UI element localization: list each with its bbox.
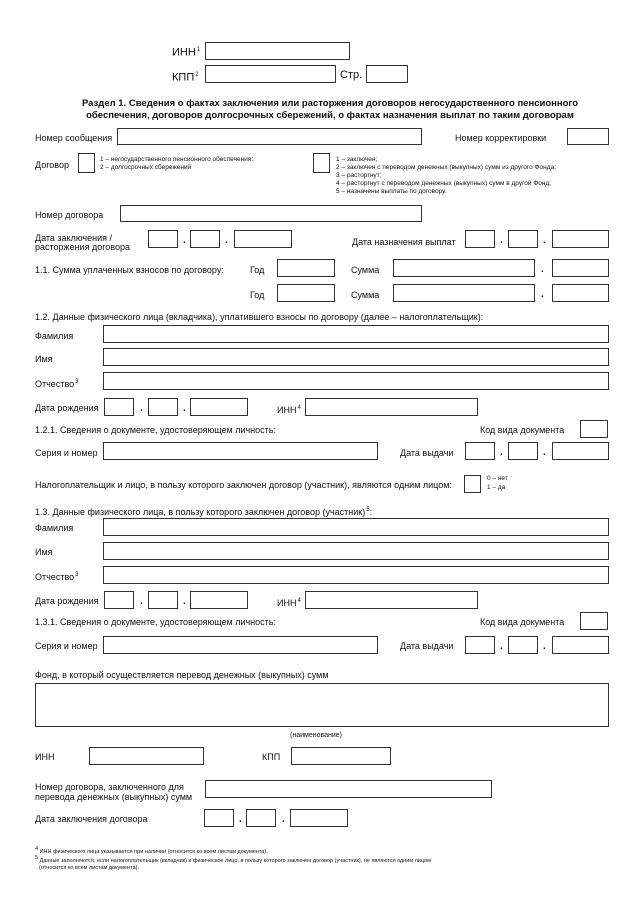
birth-year-field-2[interactable] bbox=[190, 591, 248, 609]
fund-naming-caption: (наименование) bbox=[290, 732, 342, 739]
patronymic-label-1: Отчество$^3$ bbox=[35, 379, 79, 389]
birth-date-label-1: Дата рождения bbox=[35, 403, 99, 413]
patronymic-label-2: Отчество$^3$ bbox=[35, 572, 79, 582]
contract-label: Договор bbox=[35, 160, 69, 170]
status-option-2: 2 – заключен с переводом денежных (выкупных) сумм из другого Фонда; bbox=[336, 164, 556, 171]
series-number-label-2: Серия и номер bbox=[35, 641, 98, 651]
year-label-2: Год bbox=[250, 290, 265, 300]
contract-type-field[interactable] bbox=[78, 153, 95, 173]
contract-month-field[interactable] bbox=[246, 809, 276, 827]
section-1-2-label: 1.2. Данные физического лица (вкладчика), уплатившего взносы по договору (далее – налогоплательщик): bbox=[35, 312, 484, 322]
surname-label-2: Фамилия bbox=[35, 523, 74, 533]
page-field[interactable] bbox=[366, 65, 408, 83]
contract-date-label: Дата заключения договора bbox=[35, 814, 148, 824]
transfer-contract-label-2: перевода денежных (выкупных) сумм bbox=[35, 792, 193, 802]
series-number-field-1[interactable] bbox=[103, 442, 378, 460]
inn-header-field[interactable] bbox=[205, 42, 350, 60]
issue-date-label-1: Дата выдачи bbox=[400, 448, 454, 458]
same-person-yes: 1 – да bbox=[487, 484, 506, 491]
section-1-3-1-label: 1.3.1. Сведения о документе, удостоверяющем личность: bbox=[35, 617, 276, 627]
conclusion-year-field[interactable] bbox=[234, 230, 292, 248]
msg-number-field[interactable] bbox=[117, 128, 422, 145]
inn-field-1[interactable] bbox=[305, 398, 478, 416]
issue-day-field-1[interactable] bbox=[465, 442, 495, 460]
section-title-line-1: Раздел 1. Сведения о фактах заключения или расторжения договоров негосударственного пенсионного bbox=[81, 98, 579, 109]
inn-header-label: ИНН$^1$ bbox=[172, 46, 201, 59]
fund-inn-label: ИНН bbox=[35, 752, 55, 762]
footnote-5: 5 Данные заполняются, если налогоплательщик (вкладчик) и физическое лицо, в пользу которого заключен договор (участник), не являются одним лицом bbox=[35, 855, 431, 864]
sum-label-2: Сумма bbox=[351, 290, 380, 300]
doc-kind-field-2[interactable] bbox=[580, 612, 608, 630]
issue-day-field-2[interactable] bbox=[465, 636, 495, 654]
contract-type-option-2: 2 – долгосрочных сбережений bbox=[100, 164, 192, 171]
doc-kind-label-1: Код вида документа bbox=[480, 425, 565, 435]
correction-number-field[interactable] bbox=[567, 128, 609, 145]
contract-day-field[interactable] bbox=[204, 809, 234, 827]
fund-kpp-label: КПП bbox=[262, 752, 281, 762]
name-label-2: Имя bbox=[35, 547, 53, 557]
patronymic-field-2[interactable] bbox=[103, 566, 609, 584]
series-number-field-2[interactable] bbox=[103, 636, 378, 654]
kpp-header-label: КПП$^2$ bbox=[172, 71, 199, 84]
issue-month-field-2[interactable] bbox=[508, 636, 538, 654]
footnote-5-continued: (относится ко всем листам документа). bbox=[39, 865, 139, 871]
date-payments-label: Дата назначения выплат bbox=[352, 237, 456, 247]
name-label-1: Имя bbox=[35, 354, 53, 364]
section-title-line-2: обеспечения, договоров долгосрочных сбережений, о фактах назначения выплат по таким договорам bbox=[86, 110, 574, 121]
payments-year-field[interactable] bbox=[552, 230, 609, 248]
issue-year-field-1[interactable] bbox=[552, 442, 609, 460]
msg-number-label: Номер сообщения bbox=[35, 133, 113, 143]
contract-number-label: Номер договора bbox=[35, 210, 104, 220]
surname-label-1: Фамилия bbox=[35, 331, 74, 341]
same-person-field[interactable] bbox=[464, 475, 481, 493]
contract-number-field[interactable] bbox=[120, 205, 422, 222]
contract-year-field[interactable] bbox=[290, 809, 348, 827]
doc-kind-label-2: Код вида документа bbox=[480, 617, 565, 627]
sum-kopeks-field-2[interactable] bbox=[552, 284, 609, 302]
year-label-1: Год bbox=[250, 265, 265, 275]
transfer-contract-label-1: Номер договора, заключенного для bbox=[35, 782, 184, 792]
inn-label-1: ИНН$^4$ bbox=[277, 405, 301, 415]
fund-inn-field[interactable] bbox=[89, 747, 204, 765]
series-number-label-1: Серия и номер bbox=[35, 448, 98, 458]
sum-kopeks-field-1[interactable] bbox=[552, 259, 609, 277]
surname-field-1[interactable] bbox=[103, 325, 609, 343]
payments-month-field[interactable] bbox=[508, 230, 538, 248]
birth-year-field-1[interactable] bbox=[190, 398, 248, 416]
fund-name-field[interactable] bbox=[35, 683, 609, 727]
same-person-label: Налогоплательщик и лицо, в пользу которого заключен договор (участник), являются одним лицом: bbox=[35, 480, 452, 490]
kpp-header-field[interactable] bbox=[205, 65, 336, 83]
same-person-no: 0 – нет bbox=[487, 475, 508, 482]
birth-day-field-2[interactable] bbox=[104, 591, 134, 609]
section-1-1-label: 1.1. Сумма уплаченных взносов по договору: bbox=[35, 265, 224, 275]
conclusion-month-field[interactable] bbox=[190, 230, 220, 248]
status-option-4: 4 – расторгнут с переводом денежных (выкупных) сумм в другой Фонд; bbox=[336, 180, 552, 187]
section-1-3-label: 1.3. Данные физического лица, в пользу которого заключен договор (участник)$^5$: bbox=[35, 507, 373, 517]
birth-month-field-1[interactable] bbox=[148, 398, 178, 416]
date-conclusion-label-1: Дата заключения / bbox=[35, 233, 112, 243]
section-1-2-1-label: 1.2.1. Сведения о документе, удостоверяющем личность: bbox=[35, 425, 276, 435]
name-field-2[interactable] bbox=[103, 542, 609, 560]
fund-kpp-field[interactable] bbox=[291, 747, 391, 765]
issue-date-label-2: Дата выдачи bbox=[400, 641, 454, 651]
status-option-3: 3 – расторгнут; bbox=[336, 172, 382, 179]
inn-label-2: ИНН$^4$ bbox=[277, 598, 301, 608]
issue-month-field-1[interactable] bbox=[508, 442, 538, 460]
sum-field-1[interactable] bbox=[393, 259, 535, 277]
inn-field-2[interactable] bbox=[305, 591, 478, 609]
footnote-4: 4 ИНН физического лица указывается при наличии (относится ко всем листам документа). bbox=[35, 846, 268, 855]
sum-label-1: Сумма bbox=[351, 265, 380, 275]
contract-status-field[interactable] bbox=[313, 153, 330, 173]
payments-day-field[interactable] bbox=[465, 230, 495, 248]
contract-type-option-1: 1 – негосударственного пенсионного обеспечения; bbox=[100, 156, 254, 163]
transfer-contract-field[interactable] bbox=[205, 780, 492, 798]
conclusion-day-field[interactable] bbox=[148, 230, 178, 248]
birth-day-field-1[interactable] bbox=[104, 398, 134, 416]
status-option-1: 1 – заключен; bbox=[336, 156, 378, 163]
surname-field-2[interactable] bbox=[103, 518, 609, 536]
correction-number-label: Номер корректировки bbox=[455, 133, 547, 143]
birth-date-label-2: Дата рождения bbox=[35, 596, 99, 606]
birth-month-field-2[interactable] bbox=[148, 591, 178, 609]
year-field-2[interactable] bbox=[277, 284, 335, 302]
status-option-5: 5 – назначены выплаты по договору. bbox=[336, 188, 447, 195]
date-conclusion-label-2: расторжения договора bbox=[35, 242, 130, 252]
doc-kind-field-1[interactable] bbox=[580, 420, 608, 438]
issue-year-field-2[interactable] bbox=[552, 636, 609, 654]
fund-label: Фонд, в который осуществляется перевод денежных (выкупных) сумм bbox=[35, 670, 329, 680]
page-label: Стр. bbox=[340, 69, 363, 81]
name-field-1[interactable] bbox=[103, 348, 609, 366]
sum-field-2[interactable] bbox=[393, 284, 535, 302]
year-field-1[interactable] bbox=[277, 259, 335, 277]
patronymic-field-1[interactable] bbox=[103, 372, 609, 390]
